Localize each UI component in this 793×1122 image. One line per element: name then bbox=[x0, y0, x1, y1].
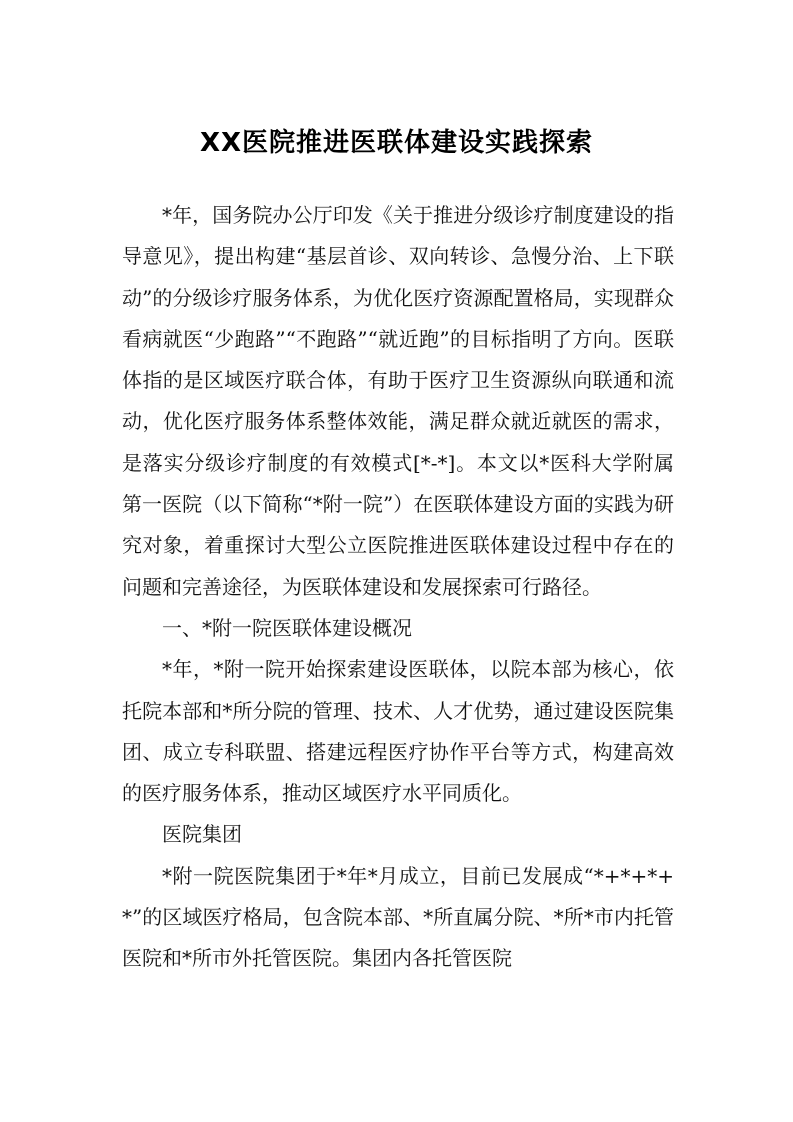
intro-paragraph: *年，国务院办公厅印发《关于推进分级诊疗制度建设的指导意见》，提出构建“基层首诊、双向转诊、急慢分治、上下联动”的分级诊疗服务体系，为优化医疗资源配置格局，实现群众看病就医“少跑路”“不跑路”“就近跑”的目标指明了方向。医联体指的是区域医疗联合体，有助于医疗卫生资源纵向联通和流动，优化医疗服务体系整体效能，满足群众就近就医的需求，是落实分级诊疗制度的有效模式[*-*]。本文以*医科大学附属第一医院（以下简称“*附一院”）在医联体建设方面的实践为研究对象，着重探讨大型公立医院推进医联体建设过程中存在的问题和完善途径，为医联体建设和发展探索可行路径。 bbox=[122, 203, 674, 599]
group-paragraph: *附一院医院集团于*年*月成立，目前已发展成“*+*+*+*”的区域医疗格局，包含院本部、*所直属分院、*所*市内托管医院和*所市外托管医院。集团内各托管医院 bbox=[122, 863, 674, 971]
overview-paragraph: *年，*附一院开始探索建设医联体，以院本部为核心，依托院本部和*所分院的管理、技术、人才优势，通过建设医院集团、成立专科联盟、搭建远程医疗协作平台等方式，构建高效的医疗服务体系，推动区域医疗水平同质化。 bbox=[122, 657, 674, 806]
subsection-heading: 医院集团 bbox=[162, 822, 242, 847]
document-body bbox=[122, 195, 674, 980]
section-heading: 一、*附一院医联体建设概况 bbox=[162, 615, 412, 640]
document-title: XX医院推进医联体建设实践探索 bbox=[199, 128, 594, 158]
